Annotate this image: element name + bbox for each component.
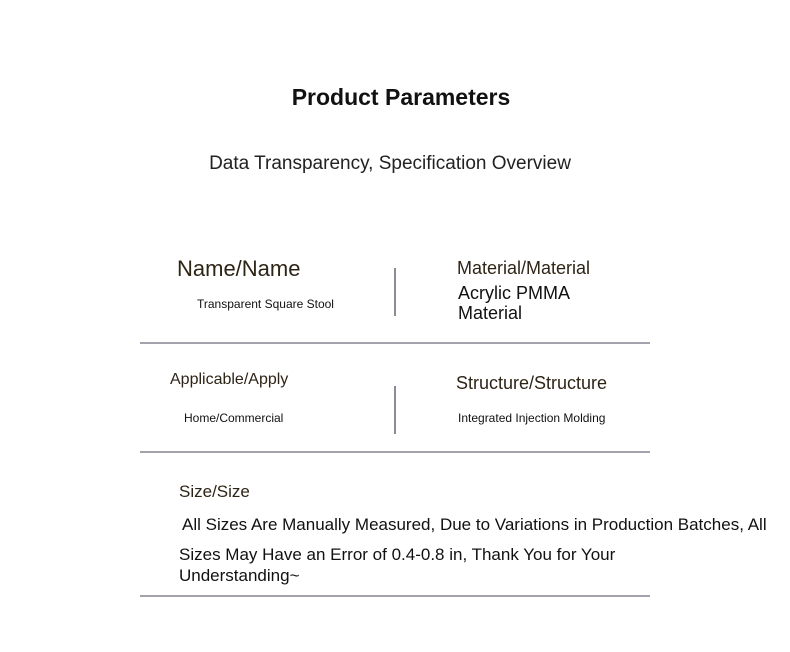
size-note-line2: Sizes May Have an Error of 0.4-0.8 in, Thank You for Your Understanding~ xyxy=(179,545,616,585)
apply-value: Home/Commercial xyxy=(184,411,284,425)
apply-label: Applicable/Apply xyxy=(170,371,289,388)
row1-divider xyxy=(140,342,650,344)
structure-label: Structure/Structure xyxy=(456,373,608,393)
size-note-line1: All Sizes Are Manually Measured, Due to Variations in Production Batches, All xyxy=(182,515,767,534)
material-value: Acrylic PMMA Material xyxy=(458,283,570,323)
name-value: Transparent Square Stool xyxy=(197,297,334,311)
row3-divider xyxy=(140,595,650,597)
row1-vertical-divider xyxy=(394,268,396,316)
page-title: Product Parameters xyxy=(291,84,511,110)
size-label: Size/Size xyxy=(179,482,250,501)
row2-vertical-divider xyxy=(394,386,396,434)
structure-value: Integrated Injection Molding xyxy=(458,411,606,425)
row2-divider xyxy=(140,451,650,453)
material-label: Material/Material xyxy=(457,258,591,278)
name-label: Name/Name xyxy=(177,256,301,281)
page-subtitle: Data Transparency, Specification Overview xyxy=(209,153,571,174)
